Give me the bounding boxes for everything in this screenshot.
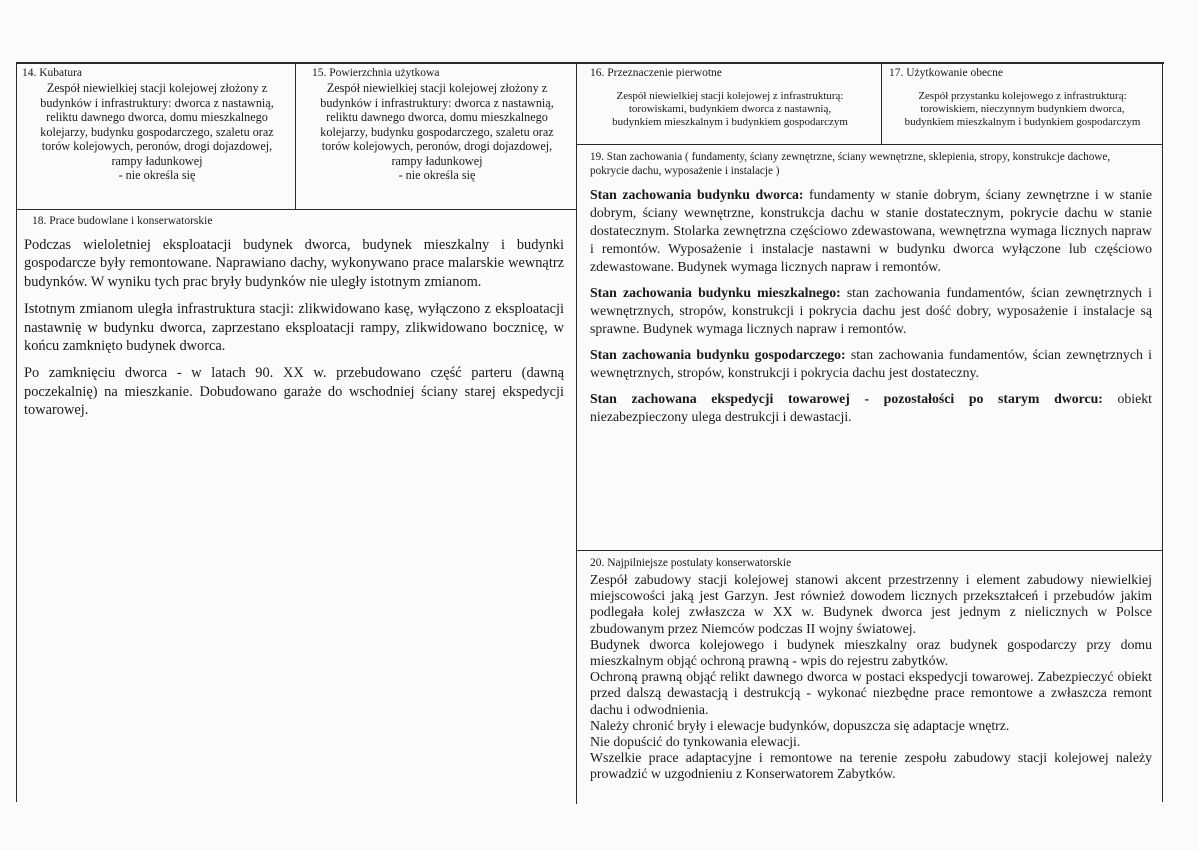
section-uzytkowanie xyxy=(885,66,1160,142)
text-line: Zespół niewielkiej stacji kolejowej złożony z xyxy=(46,81,268,95)
condition-item xyxy=(590,346,1152,382)
section-kubatura xyxy=(22,66,292,206)
text-line: kolejarzy, budynku gospodarczego, szaletu oraz xyxy=(40,124,274,139)
condition-item xyxy=(590,284,1152,338)
condition-title: Stan zachowana ekspedycji towarowej - pozostałości po starym dworcu: xyxy=(590,391,1103,406)
text-line: budynków i infrastruktury: dworca z nastawnią, xyxy=(40,95,274,110)
top-border xyxy=(16,62,1164,64)
text-line: reliktu dawnego dworca, domu mieszkalnego xyxy=(46,110,268,124)
postulate-line: Zespół zabudowy stacji kolejowej stanowi akcent przestrzenny i element zabudowy niewielkiej miejscowości jaką jest Garzyn. Jest również dowodem licznych przekształceń i przebudów jakim podlegała kolej zwłaszcza w XX w. Budynek dworca jest jednym z nielicznych w Polsce zbudowanym przez Niemców podczas II wojny światowej. xyxy=(590,572,1152,636)
text-line: rampy ładunkowej xyxy=(391,153,483,168)
section-prace-budowlane xyxy=(24,214,564,474)
text-line: rampy ładunkowej xyxy=(111,153,203,168)
hline-right-19 xyxy=(576,144,1163,145)
hline-left-18 xyxy=(16,209,577,210)
paragraph: Podczas wieloletniej eksploatacji budynek dworca, budynek mieszkalny i budynki gospodarcze były remontowane. Naprawiano dachy, wykonywano prace malarskie wewnątrz budynków. W wyniku tych prac bryły budynków nie uległy istotnym zmianom. xyxy=(24,237,564,290)
paragraph: Istotnym zmianom uległa infrastruktura stacji: zlikwidowano kasę, wyłączono z eksploatacji nastawnię w budynku dworca, zaprzestano eksploatacji rampy, zlikwidowano bocznicę, w końcu zamknięto budynek dworca. xyxy=(24,301,564,355)
text-line: budynkiem mieszkalnym i budynkiem gospodarczym xyxy=(904,116,1141,128)
section-label: 14. Kubatura xyxy=(22,67,83,79)
section-postulaty xyxy=(590,556,1152,806)
postulate-line: Nie dopuścić do tynkowania elewacji. xyxy=(590,734,801,750)
postulate-line: Ochroną prawną objąć relikt dawnego dworca w postaci ekspedycji towarowej. Zabezpieczyć obiekt przed dalszą dewastacją i destrukcją - wykonać niezbędne prace remontowe a zwłaszcza remont dachu i odwodnienia. xyxy=(590,669,1152,717)
condition-text: stan zachowania fundamentów, ścian zewnętrznych i wewnętrznych, stropów, konstrukcji i pokrycia dachu jest dostateczny. xyxy=(590,347,1152,380)
postulate-line: Należy chronić bryły i elewacje budynków, dopuszcza się adaptacje wnętrz. xyxy=(590,717,1010,733)
text-line: - nie określa się xyxy=(118,168,196,182)
text-line: torów kolejowych, peronów, drogi dojazdowej, xyxy=(41,139,273,153)
condition-title: Stan zachowania budynku gospodarczego: xyxy=(590,347,846,362)
section-label: 18. Prace budowlane i konserwatorskie xyxy=(32,215,213,227)
text-line: torowiskami, budynkiem dworca z nastawnią, xyxy=(628,103,832,115)
text-line: Zespół niewielkiej stacji kolejowej z infrastrukturą: xyxy=(616,90,844,102)
condition-title: Stan zachowania budynku dworca: xyxy=(590,187,804,202)
section-label: 20. Najpilniejsze postulaty konserwatorskie xyxy=(590,557,792,569)
text-line: torów kolejowych, peronów, drogi dojazdowej, xyxy=(321,139,553,153)
text-line: torowiskiem, nieczynnym budynkiem dworca, xyxy=(920,103,1125,115)
paragraph: Po zamknięciu dworca - w latach 90. XX w. przebudowano część parteru (dawną poczekalnię) na mieszkanie. Dobudowano garaże do wschodniej ściany starej ekspedycji towarowej. xyxy=(24,365,564,419)
hline-right-20 xyxy=(576,550,1163,551)
divider-14-15 xyxy=(295,62,296,209)
section-powierzchnia xyxy=(300,66,574,206)
condition-text: fundamenty w stanie dobrym, ściany zewnętrzne i w stanie dobrym, ściany wewnętrzne, konstrukcja dachu w stanie dostatecznym, pokrycie dachu w stanie dostatecznym. Stolarka zewnętrzna częściowo zdewastowana, wewnętrzna wymaga licznych napraw i remontów. Wyposażenie i instalacje nastawni w budynku dworca wyłączone lub częściowo zdewastowane. Budynek wymaga licznych napraw i remontów. xyxy=(590,187,1152,274)
section-label: 15. Powierzchnia użytkowa xyxy=(312,67,440,79)
text-line: - nie określa się xyxy=(398,168,476,182)
text-line: budynkiem mieszkalnym i budynkiem gospodarczym xyxy=(612,116,848,128)
condition-item xyxy=(590,390,1152,426)
postulate-line: Wszelkie prace adaptacyjne i remontowe na terenie zespołu zabudowy stacji kolejowej należy prowadzić w uzgodnieniu z Konserwatorem Zabytków. xyxy=(590,750,1152,782)
postulate-line: Budynek dworca kolejowego i budynek mieszkalny oraz budynek gospodarczy przy domu mieszkalnym objąć ochroną prawną - wpis do rejestru zabytków. xyxy=(590,636,1152,669)
text-line: kolejarzy, budynku gospodarczego, szaletu oraz xyxy=(320,124,554,139)
right-border xyxy=(1162,62,1163,802)
section-przeznaczenie xyxy=(582,66,878,142)
section-stan-zachowania xyxy=(590,150,1152,546)
center-divider xyxy=(576,62,577,804)
divider-16-17 xyxy=(881,62,882,144)
condition-text: obiekt niezabezpieczony ulega destrukcji i dewastacji. xyxy=(590,391,1152,424)
text-line: budynków i infrastruktury: dworca z nastawnią, xyxy=(320,95,554,110)
text-line: Zespół niewielkiej stacji kolejowej złożony z xyxy=(326,81,548,95)
section-label: 19. Stan zachowania ( fundamenty, ściany zewnętrzne, ściany wewnętrzne, sklepienia, stropy, konstrukcje dachowe, pokrycie dachu, wyposażenie i instalacje ) xyxy=(590,151,1111,177)
condition-title: Stan zachowania budynku mieszkalnego: xyxy=(590,285,841,300)
left-border xyxy=(16,62,17,802)
section-label: 16. Przeznaczenie pierwotne xyxy=(590,67,722,79)
condition-text: stan zachowania fundamentów, ścian zewnętrznych i wewnętrznych, stropów, konstrukcji i pokrycia dachu jest dość dobry, wyposażenie i instalacje są sprawne. Budynek wymaga licznych napraw i remontów. xyxy=(590,285,1152,336)
text-line: reliktu dawnego dworca, domu mieszkalnego xyxy=(326,110,548,124)
section-label: 17. Użytkowanie obecne xyxy=(889,67,1004,79)
text-line: Zespół przystanku kolejowego z infrastrukturą: xyxy=(918,90,1127,102)
condition-item xyxy=(590,186,1152,276)
